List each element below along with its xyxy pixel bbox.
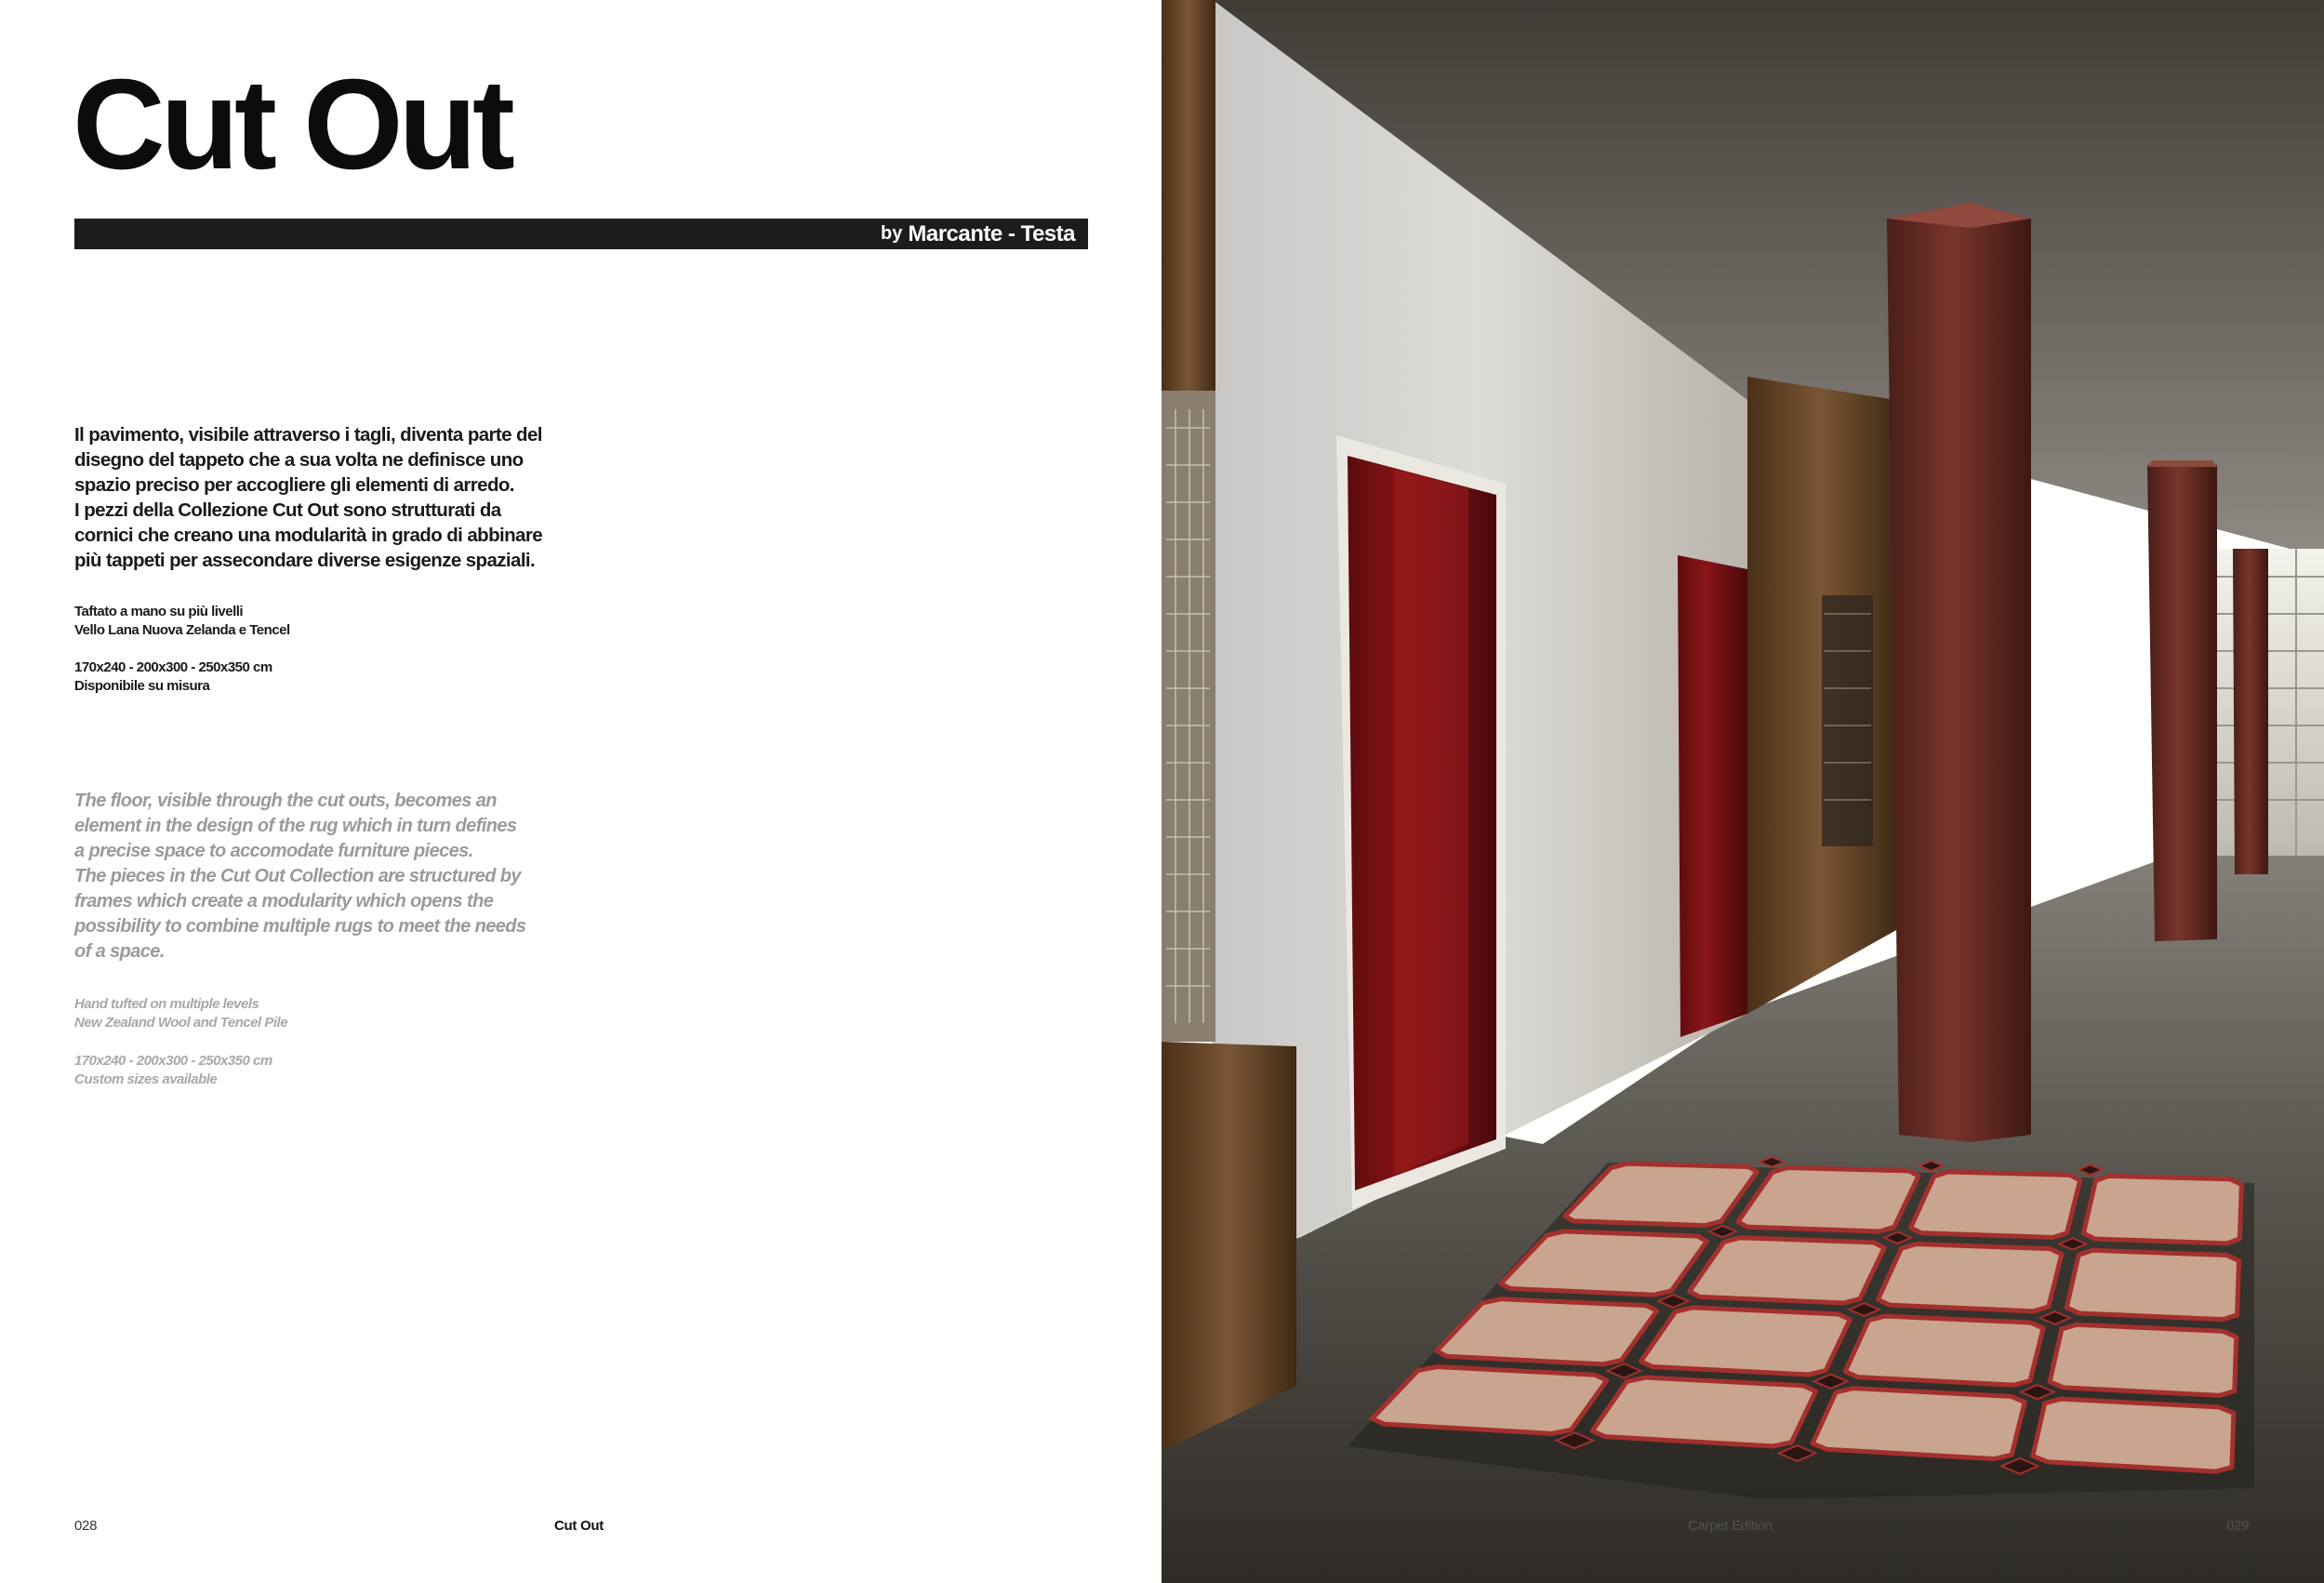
italian-line: cornici che creano una modularità in grado di abbinare (74, 525, 542, 546)
rug-module (2066, 1250, 2238, 1319)
rug-module (1813, 1389, 2025, 1459)
spec-line: Hand tufted on multiple levels (74, 996, 259, 1012)
rug-module (2050, 1324, 2237, 1395)
italian-description (74, 422, 614, 573)
english-line: element in the design of the rug which in turn defines (74, 816, 517, 836)
rug-module (2083, 1176, 2241, 1244)
english-line: a precise space to accomodate furniture pieces. (74, 841, 473, 861)
spec-line: New Zealand Wool and Tencel Pile (74, 1015, 288, 1031)
rug-module (1845, 1316, 2043, 1385)
rug-module (1690, 1238, 1885, 1303)
rug-module (1640, 1308, 1850, 1375)
spec-line: Custom sizes available (74, 1071, 218, 1087)
rug-module (1911, 1172, 2080, 1238)
rug-module (1878, 1244, 2061, 1311)
rug-module (1592, 1377, 1815, 1446)
spec-line: 170x240 - 200x300 - 250x350 cm (74, 1053, 272, 1069)
english-line: of a space. (74, 941, 165, 962)
english-spec-sizes (74, 1052, 595, 1089)
italian-line: I pezzi della Collezione Cut Out sono strutturati da (74, 499, 501, 521)
italian-spec-sizes (74, 658, 595, 696)
designer-bar (74, 219, 1088, 249)
page-number-right: 029 (2226, 1518, 2250, 1534)
italian-line: spazio preciso per accogliere gli elementi di arredo. (74, 474, 514, 496)
right-page (1162, 0, 2324, 1583)
rug-module (2033, 1399, 2234, 1471)
english-line: possibility to combine multiple rugs to meet the needs (74, 916, 526, 937)
italian-spec-construction (74, 603, 595, 640)
english-description (74, 789, 595, 964)
spec-line: 170x240 - 200x300 - 250x350 cm (74, 659, 272, 675)
italian-line: più tappeti per assecondare diverse esigenze spaziali. (74, 550, 536, 571)
spec-line: Vello Lana Nuova Zelanda e Tencel (74, 622, 290, 638)
designer-name: Marcante - Testa (908, 220, 1075, 246)
english-line: The pieces in the Cut Out Collection are structured by (74, 866, 521, 886)
spec-line: Disponibile su misura (74, 678, 210, 694)
italian-line: Il pavimento, visibile attraverso i tagli, diventa parte del (74, 424, 542, 446)
english-line: The floor, visible through the cut outs, becomes an (74, 791, 497, 811)
designer-prefix: by (881, 223, 903, 244)
collection-title: Cut Out (73, 53, 511, 196)
spec-line: Taftato a mano su più livelli (74, 604, 244, 619)
english-line: frames which create a modularity which opens the (74, 891, 494, 911)
corridor-photo (1162, 0, 2324, 1583)
page-number-left: 028 (74, 1518, 98, 1534)
running-title: Cut Out (554, 1518, 604, 1534)
brand-name: Carpet Edition (1688, 1518, 1773, 1534)
english-spec-construction (74, 995, 595, 1032)
italian-line: disegno del tappeto che a sua volta ne definisce uno (74, 449, 524, 471)
